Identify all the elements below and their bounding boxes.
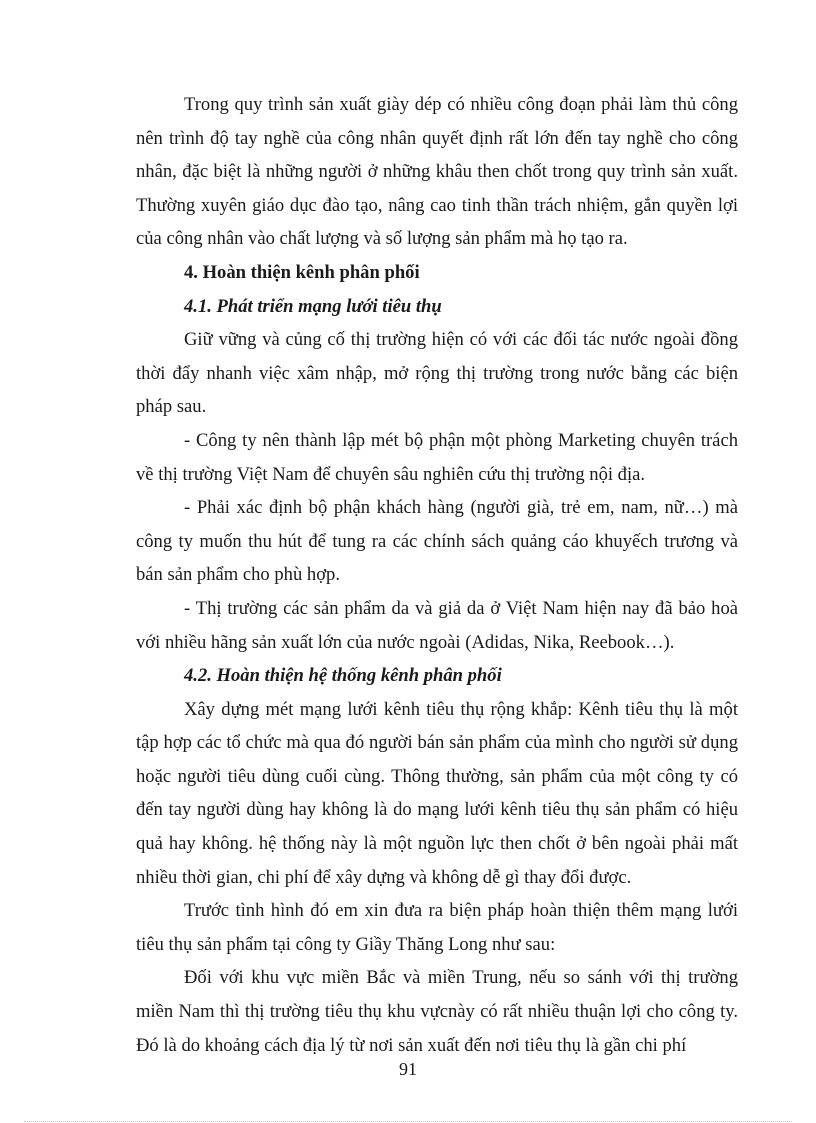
subsection-heading-channel-system: 4.2. Hoàn thiện hệ thống kênh phân phối (184, 665, 502, 687)
page-number: 91 (399, 1059, 417, 1079)
section-heading-distribution: 4. Hoàn thiện kênh phân phối (184, 261, 420, 283)
paragraph-labor-skills: Trong quy trình sản xuất giày dép có nhiều công đoạn phải làm thủ công nên trình độ tay nghề của công nhân quyết định rất lớn đến tay nghề cho công nhân, đặc biệt là những người ở những khâu then chốt trong quy trình sản xuất. Thường xuyên giáo dục đào tạo, nâng cao tinh thần trách nhiệm, gắn quyền lợi của công nhân vào chất lượng và số lượng sản phẩm mà họ tạo ra. (136, 94, 738, 250)
page-bottom-divider (24, 1121, 792, 1122)
paragraph-market-retention: Giữ vững và củng cố thị trường hiện có với các đối tác nước ngoài đồng thời đẩy nhanh việc xâm nhập, mở rộng thị trường trong nước bằng các biện pháp sau. (136, 329, 738, 418)
subsection-heading-network: 4.1. Phát triển mạng lưới tiêu thụ (184, 295, 442, 317)
paragraph-channel-definition: Xây dựng mét mạng lưới kênh tiêu thụ rộng khắp: Kênh tiêu thụ là một tập hợp các tổ chức mà qua đó người bán sản phẩm của mình cho người sử dụng hoặc người tiêu dùng cuối cùng. Thông thường, sản phẩm của một công ty có đến tay người dùng hay không là do mạng lưới kênh tiêu thụ sản phẩm có hiệu quả hay không. hệ thống này là một nguồn lực then chốt ở bên ngoài phải mất nhiều thời gian, chi phí để xây dựng và không dễ gì thay đổi được. (136, 698, 738, 888)
bullet-market-saturation: - Thị trường các sản phẩm da và giả da ở Việt Nam hiện nay đã bảo hoà với nhiều hãng sản xuất lớn của nước ngoài (Adidas, Nika, Reebook…). (136, 597, 738, 653)
paragraph-north-central-market: Đối với khu vực miền Bắc và miền Trung, nếu so sánh với thị trường miền Nam thì thị trường tiêu thụ khu vựcnày có rất nhiều thuận lợi cho công ty. Đó là do khoảng cách địa lý từ nơi sản xuất đến nơi tiêu thụ là gần chi phí (136, 967, 738, 1056)
bullet-customer-segments: - Phải xác định bộ phận khách hàng (người già, trẻ em, nam, nữ…) mà công ty muốn thu hút để tung ra các chính sách quảng cáo khuyếch trương và bán sản phẩm cho phù hợp. (136, 497, 738, 586)
paragraph-proposal-intro: Trước tình hình đó em xin đưa ra biện pháp hoàn thiện thêm mạng lưới tiêu thụ sản phẩm tại công ty Giầy Thăng Long như sau: (136, 900, 738, 955)
page-content (136, 88, 738, 1062)
bullet-marketing-department: - Công ty nên thành lập mét bộ phận một phòng Marketing chuyên trách về thị trường Việt Nam để chuyên sâu nghiên cứu thị trường nội địa. (136, 429, 738, 485)
